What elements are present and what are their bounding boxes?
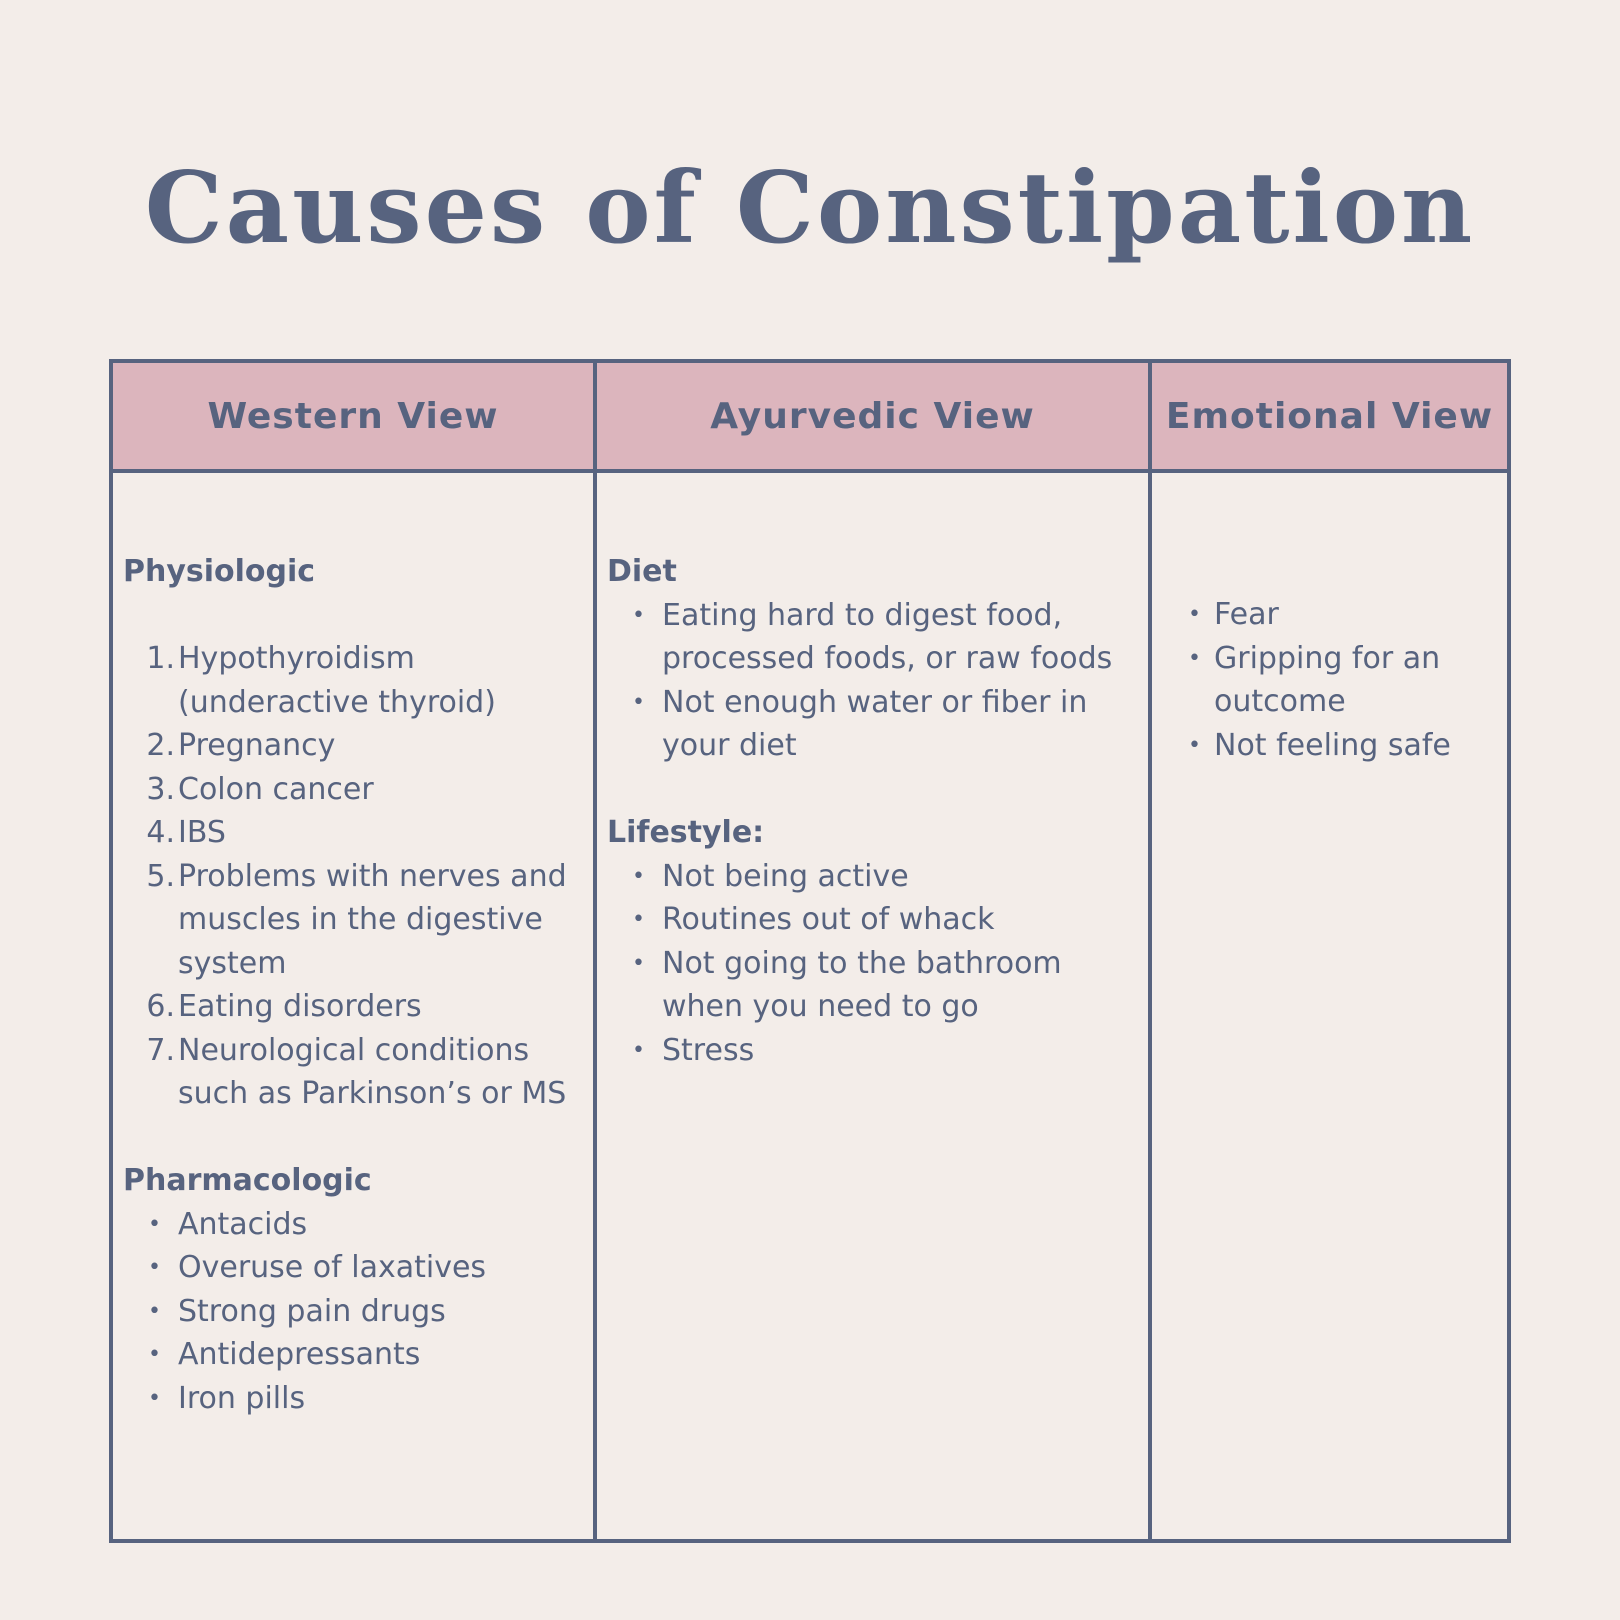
list-item bbox=[123, 768, 583, 812]
physiologic-list bbox=[123, 637, 583, 1116]
list-item-text: Not feeling safe bbox=[1214, 727, 1451, 763]
bullet-icon: • bbox=[632, 950, 645, 976]
list-item bbox=[123, 811, 583, 855]
list-item-text: Overuse of laxatives bbox=[178, 1250, 487, 1285]
bullet-icon: • bbox=[148, 1255, 161, 1280]
list-item-text: Eating hard to digest food, processed foods, or raw foods bbox=[662, 597, 1113, 676]
header-western-view: Western View bbox=[113, 363, 597, 473]
list-item bbox=[607, 855, 1138, 899]
list-item bbox=[123, 1203, 583, 1247]
list-item bbox=[123, 1290, 583, 1334]
header-emotional-view: Emotional View bbox=[1152, 363, 1507, 473]
list-item-text: Stress bbox=[662, 1032, 755, 1068]
bullet-icon: • bbox=[148, 1385, 161, 1411]
western-view-cell bbox=[113, 473, 597, 1539]
list-item-text: Routines out of whack bbox=[662, 902, 995, 937]
list-number: 3. bbox=[146, 771, 175, 807]
list-item-text: Not enough water or fiber in your diet bbox=[662, 684, 1088, 763]
bullet-icon: • bbox=[1188, 732, 1201, 758]
list-item bbox=[123, 855, 583, 986]
list-item bbox=[1188, 724, 1497, 768]
list-item bbox=[1188, 637, 1497, 724]
bullet-icon: • bbox=[148, 1211, 161, 1237]
list-item bbox=[123, 1333, 583, 1377]
page-title: Causes of Constipation bbox=[144, 151, 1476, 266]
list-number: 4. bbox=[146, 815, 175, 850]
diet-list bbox=[607, 594, 1138, 768]
pharmacologic-heading: Pharmacologic bbox=[123, 1163, 372, 1198]
list-item-text: Iron pills bbox=[178, 1380, 306, 1416]
list-item-text: Antidepressants bbox=[178, 1337, 421, 1372]
diet-heading: Diet bbox=[607, 554, 677, 589]
bullet-icon: • bbox=[632, 863, 645, 889]
list-item bbox=[123, 724, 583, 768]
list-item-text: Strong pain drugs bbox=[178, 1293, 446, 1329]
list-item bbox=[123, 1246, 583, 1290]
bullet-icon: • bbox=[632, 1037, 645, 1063]
pharmacologic-list bbox=[123, 1203, 583, 1421]
list-item-text: Not being active bbox=[662, 858, 909, 894]
causes-table bbox=[109, 359, 1511, 1543]
list-item bbox=[607, 898, 1138, 942]
list-item-text: Fear bbox=[1214, 597, 1279, 632]
bullet-icon: • bbox=[632, 602, 645, 628]
list-item-text: Neurological conditions such as Parkinson’s or MS bbox=[178, 1032, 567, 1111]
bullet-icon: • bbox=[148, 1298, 161, 1324]
list-item bbox=[607, 1029, 1138, 1073]
list-item bbox=[123, 1029, 583, 1116]
ayurvedic-view-cell bbox=[597, 473, 1152, 1539]
list-item-text: IBS bbox=[178, 815, 226, 850]
list-item-text: Hypothyroidism (underactive thyroid) bbox=[178, 641, 496, 720]
list-number: 5. bbox=[146, 858, 175, 894]
emotional-list bbox=[1188, 593, 1497, 767]
list-item-text: Eating disorders bbox=[178, 989, 422, 1024]
list-item-text: Pregnancy bbox=[178, 728, 336, 763]
list-item bbox=[607, 594, 1138, 681]
bullet-icon: • bbox=[1188, 645, 1201, 671]
list-number: 1. bbox=[146, 641, 175, 676]
list-item-text: Antacids bbox=[178, 1206, 308, 1242]
header-ayurvedic-view: Ayurvedic View bbox=[597, 363, 1152, 473]
lifestyle-list bbox=[607, 855, 1138, 1073]
list-item bbox=[123, 637, 583, 724]
list-item bbox=[607, 681, 1138, 768]
bullet-icon: • bbox=[1188, 602, 1201, 627]
lifestyle-heading: Lifestyle: bbox=[607, 815, 765, 850]
list-item bbox=[607, 942, 1138, 1029]
bullet-icon: • bbox=[632, 689, 645, 715]
physiologic-heading: Physiologic bbox=[123, 554, 316, 589]
list-item-text: Not going to the bathroom when you need to go bbox=[662, 945, 1062, 1024]
list-item bbox=[123, 985, 583, 1029]
list-number: 7. bbox=[146, 1032, 175, 1068]
list-item-text: Colon cancer bbox=[178, 771, 374, 807]
list-item-text: Problems with nerves and muscles in the digestive system bbox=[178, 858, 567, 981]
bullet-icon: • bbox=[632, 907, 645, 932]
list-item bbox=[1188, 593, 1497, 637]
bullet-icon: • bbox=[148, 1342, 161, 1367]
list-number: 2. bbox=[146, 728, 175, 763]
list-number: 6. bbox=[146, 989, 175, 1024]
list-item-text: Gripping for an outcome bbox=[1214, 640, 1441, 719]
emotional-view-cell bbox=[1152, 473, 1507, 1539]
list-item bbox=[123, 1377, 583, 1421]
